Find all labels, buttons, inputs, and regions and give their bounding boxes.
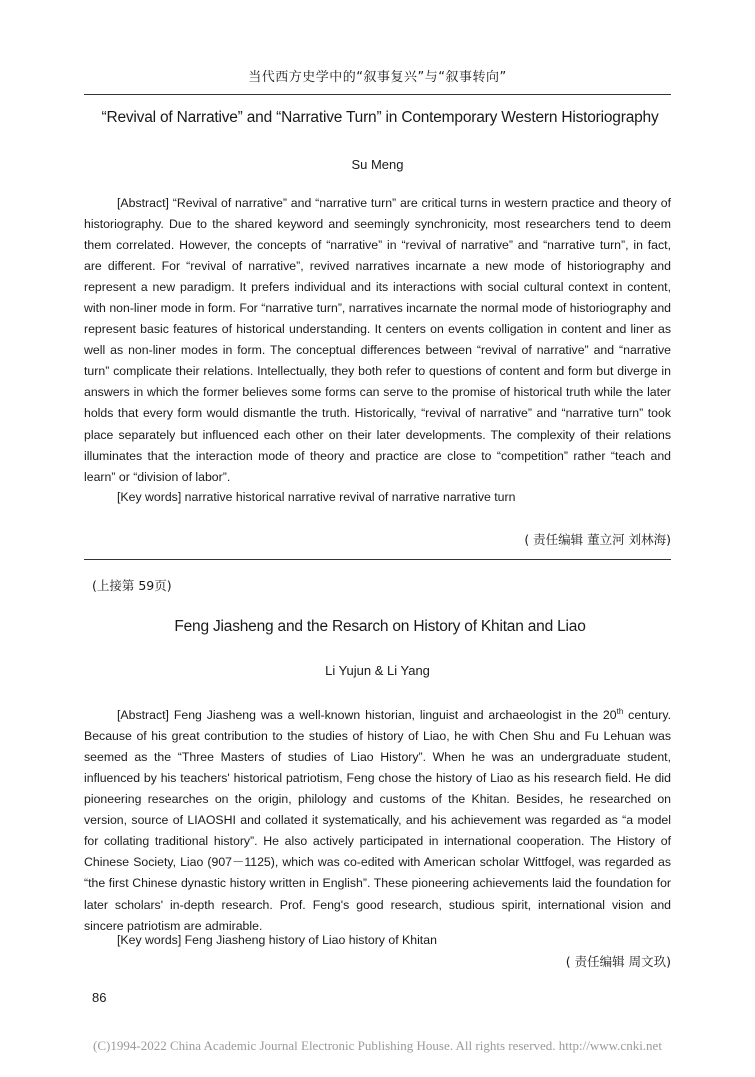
article2-abstract (84, 701, 671, 937)
article1-abstract (84, 193, 671, 488)
header-rule (84, 94, 671, 95)
article2-author: Li Yujun & Li Yang (325, 663, 430, 678)
copyright-footer: (C)1994-2022 China Academic Journal Electronic Publishing House. All rights reserved. http://www.cnki.net (93, 1038, 662, 1053)
keywords-label: [Key words] (117, 490, 182, 504)
section-rule (84, 559, 671, 560)
abstract-text-part1: Feng Jiasheng was a well-known historian, linguist and archaeologist in the 20 (168, 708, 617, 723)
article2-title: Feng Jiasheng and the Resarch on History of Khitan and Liao (174, 618, 586, 635)
article1-title: “Revival of Narrative” and “Narrative Turn” in Contemporary Western Historiography (101, 109, 659, 126)
running-header: 当代西方史学中的“叙事复兴”与“叙事转向” (248, 70, 507, 85)
superscript-th: th (616, 707, 624, 716)
abstract-text-part2: century. Because of his great contribution to the studies of history of Liao, he with Chen Shu and Fu Lehuan was seemed as the “Three Masters of studies of Liao History”. When he was an undergraduate student, influenced by his teachers' historical patriotism, Feng chose the history of Liao as his research field. He did pioneering researches on the origin, philology and customs of the Khitan. Besides, he researched on version, source of LIAOSHI and collated it systematically, and his achievement was regarded as “a model for collating traditional history”. He also actively participated in international cooperation. The History of Chinese Society, Liao (907－1125), which was co-edited with American scholar Wittfogel, was regarded as “the first Chinese dynastic history written in English”. These pioneering achievements laid the foundation for later scholars' in-depth research. Prof. Feng's good research, studious spirit, international vision and sincere patriotism are admirable. (84, 708, 672, 933)
abstract-label: [Abstract] (117, 196, 169, 210)
abstract-label: [Abstract] (117, 708, 169, 723)
article1-keywords (117, 490, 515, 504)
keywords-label: [Key words] (117, 933, 182, 947)
article1-author: Su Meng (351, 157, 404, 172)
article2-editor: ( 责任编辑 周文玖) (565, 954, 671, 969)
abstract-text: “Revival of narrative” and “narrative turn” are critical turns in western practice and theory of historiography. Due to the shared keyword and seemingly synchronicity, most researchers tend to deem them correlated. However, the concepts of “narrative” in “revival of narrative” and “narrative turn”, in fact, are different. For “revival of narrative”, revived narratives incarnate a new mode of historiography and represent a new paradigm. It prefers individual and its interactions with social cultural context in content, with non-liner mode in form. For “narrative turn”, narratives incarnate the normal mode of historiography and represent basic features of historical understanding. It centers on events colligation in content and liner as well as non-liner modes in form. The conceptual differences between “revival of narrative” and “narrative turn” complicate their relations. Intellectually, they both refer to questions of content and form but diverge in answers in which the former believes some forms can serve to the promise of historical truth while the later holds that every form would dismantle the truth. Historically, “revival of narrative” and “narrative turn” took place separately but influenced each other on their later developments. The complexity of their relations illuminates that the interaction mode of theory and practice are close to “competition” rather “teach and learn” or “division of labor”. (84, 196, 671, 484)
page-number: 86 (92, 990, 107, 1005)
article1-editor: ( 责任编辑 董立河 刘林海) (524, 532, 671, 547)
keywords-text: Feng Jiasheng history of Liao history of Khitan (184, 933, 437, 947)
continued-from-note: (上接第 59页) (92, 578, 172, 593)
article2-keywords (117, 933, 437, 947)
keywords-text: narrative historical narrative revival of narrative narrative turn (184, 490, 516, 504)
